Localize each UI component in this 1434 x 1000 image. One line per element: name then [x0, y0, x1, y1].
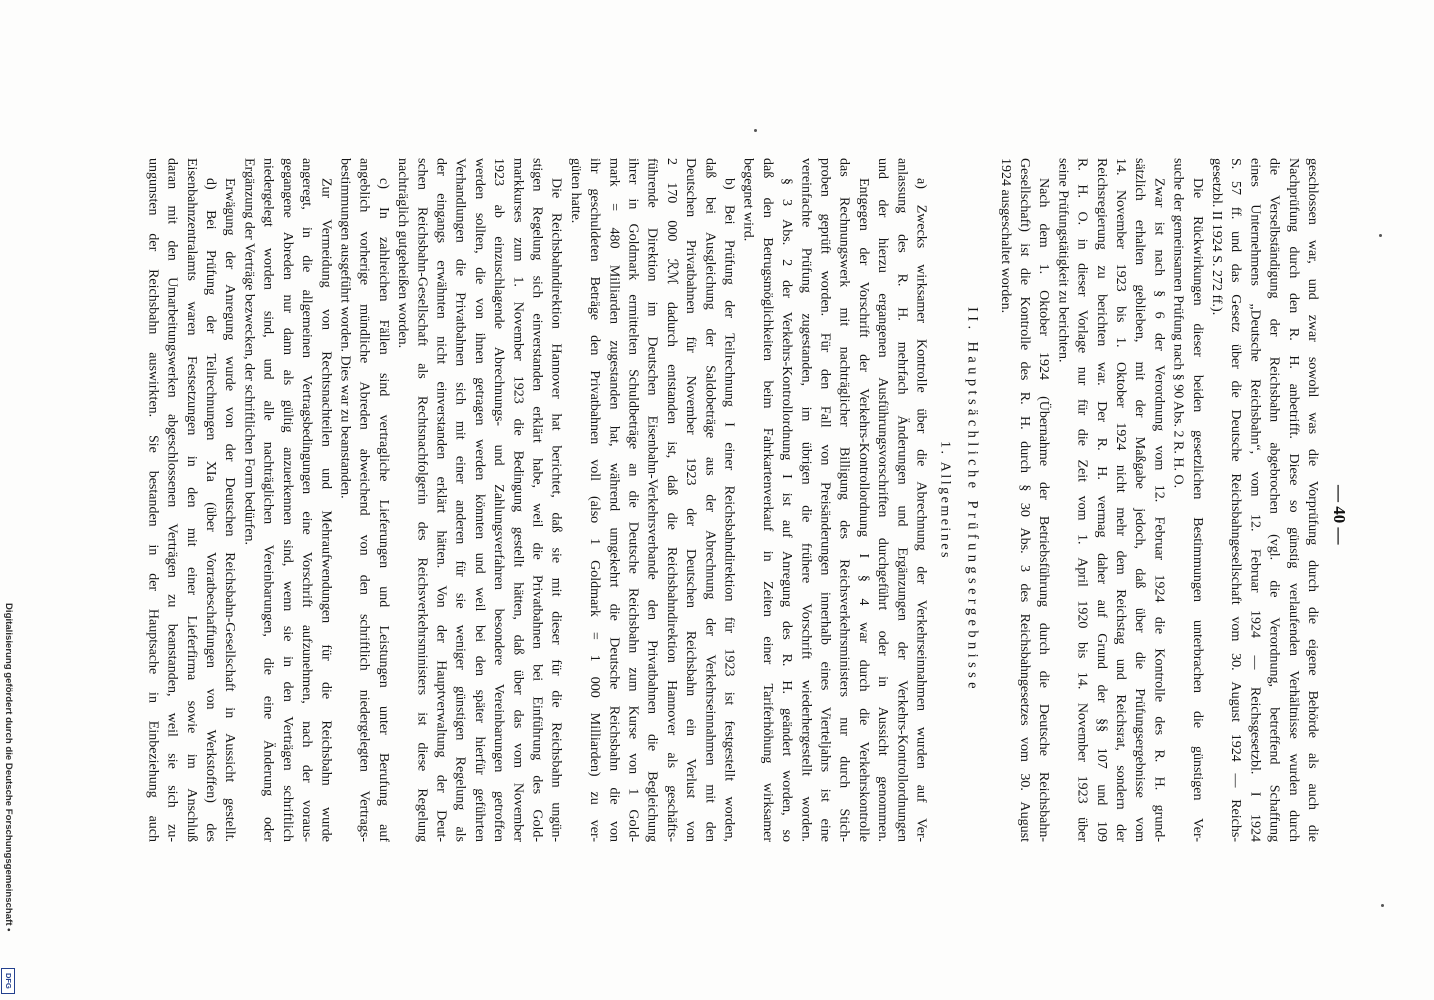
text-line: Die Reichsbahndirektion Hannover hat berichtet, daß sie mit dieser für die Reichsbahn ungün-	[548, 178, 564, 842]
text-line: proben geprüft worden. Für den Fall von Preisänderungen innerhalb eines Vierteljahrs ist eine	[817, 158, 833, 842]
text-line: und der hierzu ergangenen Ausführungsvorschriften durchgeführt oder in Aussicht genommen.	[875, 158, 891, 842]
text-line: a) Zwecks wirksamer Kontrolle über die Abrechnung der Verkehrseinnahmen wurden auf Ver-	[913, 178, 929, 842]
paragraph	[239, 158, 335, 842]
text-line: Zur Vermeidung von Rechtsnachteilen und Mehraufwendungen für die Reichsbahn wurde	[318, 178, 334, 842]
text-line: schen Reichsbahn-Gesellschaft als Rechtsnachfolgerin des Reichsverkehrsministers ist diese Regelung	[414, 158, 430, 842]
text-line: R. H. O. in dieser Vorlage nur für die Zeit vom 1. April 1920 bis 14. November 1923 über	[1074, 158, 1090, 842]
text-line: b) Bei Prüfung der Teilrechnung I einer Reichsbahndirektion für 1923 ist festgestellt worden,	[721, 178, 737, 842]
text-line: 14. November 1923 bis 1. Oktober 1924 nicht mehr dem Reichstag und Reichsrat, sondern der	[1112, 158, 1128, 842]
text-line: nachträglich gutgeheißen worden.	[395, 158, 411, 349]
page-number: — 40 —	[1330, 485, 1349, 545]
scan-speck	[754, 129, 757, 132]
dfg-logo: DFG	[1, 968, 15, 994]
text-line: eines Unternehmens „Deutsche Reichsbahn“, vom 12. Februar 1924 — Reichsgesetzbl. I 1924	[1247, 158, 1263, 842]
text-line: geschlossen war, und zwar sowohl was die Vorprüfung durch die eigene Behörde als auch die	[1305, 158, 1320, 842]
paragraph	[1168, 158, 1206, 842]
page-text	[120, 158, 1322, 842]
text-line: niedergelegt worden sind, und alle nachträglichen Vereinbarungen, die eine Änderung oder	[260, 158, 276, 842]
scan-speck	[1379, 234, 1382, 237]
text-line: Nach dem 1. Oktober 1924 (Übernahme der Betriebsführung durch die Deutsche Reichsbahn-	[1036, 178, 1052, 842]
text-line: c) In zahlreichen Fällen sind vertragliche Lieferungen und Leistungen unter Berufung auf	[375, 178, 391, 842]
scan-speck	[1381, 904, 1384, 907]
text-line: 1924 ausgeschaltet worden.	[997, 158, 1013, 314]
paragraph	[1053, 158, 1168, 842]
text-line: anlassung des R. H. mehrfach Änderungen und Ergänzungen der Verkehrs-Kontrollordnungen	[894, 158, 910, 842]
text-line: mark = 480 Milliarden zugestanden hat, während umgekehrt die Deutsche Reichsbahn die von	[606, 158, 622, 842]
paragraph	[796, 158, 873, 842]
text-line: Ergänzung der Verträge bezwecken, der schriftlichen Form bedürfen.	[241, 158, 257, 546]
text-line: seine Prüfungstätigkeit zu berichten.	[1055, 158, 1071, 363]
subsection-heading: 1. Allgemeines	[937, 440, 953, 560]
section-heading: II. Hauptsächliche Prüfungsergebnisse	[964, 306, 981, 693]
text-line: Deutschen Privatbahnen für November 1923 der Deutschen Reichsbahn ein Verlust von	[683, 158, 699, 842]
text-line: ihrer in Goldmark ermittelten Schuldbeträge an die Deutsche Reichsbahn zum Kurse von 1 Gold-	[625, 158, 641, 842]
paragraph	[1207, 158, 1322, 842]
text-line: angeblich vorherige mündliche Abreden abweichend von den schriftlich niedergelegten Vertrags-	[356, 158, 372, 842]
text-line: vereinfachte Prüfung zugestanden, im übrigen die frühere Vorschrift wiederhergestellt worden.	[798, 158, 814, 842]
paragraph	[335, 158, 393, 842]
text-line: stigen Regelung sich einverstanden erklärt habe, weil die Privatbahnen bei Einführung des Gold-	[529, 158, 545, 842]
text-line: suche der gemeinsamen Prüfung nach § 90 Abs. 2 R. H. O.	[1170, 158, 1186, 489]
text-line: begegnet wird.	[740, 158, 756, 242]
text-line: das Rechnungswerk mit nachträglicher Billigung des Reichsverkehrsministers nur durch Stich-	[836, 158, 852, 842]
text-line: Verhandlungen die Privatbahnen sich mit einer anderen für sie weniger günstigen Regelung als	[452, 158, 468, 842]
text-line: § 3 Abs. 2 der Verkehrs-Kontrollordnung I ist auf Anregung des R. H. geändert worden, so	[779, 178, 795, 842]
text-line: S. 57 ff. und das Gesetz über die Deutsche Reichsbahngesellschaft vom 30. August 1924 — Reichs-	[1228, 158, 1244, 842]
text-line: gegangene Abreden nur dann als gültig anzuerkennen sind, wenn sie in den Verträgen schriftlich	[279, 158, 295, 842]
text-line: Entgegen der Vorschrift der Verkehrs-Kontrollordnung I § 4 war durch die Verkehrskontrolle	[855, 178, 871, 842]
text-line: die Verselbständigung der Reichsbahn abgebrochen (vgl. die Verordnung, betreffend Schaffung	[1266, 158, 1282, 842]
paragraph	[873, 158, 931, 842]
text-line: Die Rückwirkungen dieser beiden gesetzlichen Bestimmungen unterbrachen die günstigen Ver-	[1189, 178, 1205, 842]
paragraph	[566, 158, 739, 842]
paragraph	[739, 158, 797, 842]
text-line: Gesellschaft) ist die Kontrolle des R. H. durch § 30 Abs. 3 des Reichsbahngesetzes vom 30. August	[1016, 158, 1032, 842]
paragraph	[220, 158, 239, 842]
text-line: führende Direktion im Deutschen Eisenbahn-Verkehrsverbande den Privatbahnen die Begleichung	[644, 158, 660, 842]
paragraph	[143, 158, 220, 842]
text-line: güten hatte.	[567, 158, 583, 224]
text-line: angeregt, in die allgemeinen Vertragsbedingungen eine Vorschrift aufzunehmen, nach der voraus-	[299, 158, 315, 842]
text-line: daran mit den Umarbeitungswerken abgeschlossenen Verträgen zu beanstanden, weil sie sich zu-	[164, 158, 180, 842]
text-line: sätzlich erhalten geblieben, mit der Maßgabe jedoch, daß über die Prüfungsergebnisse vom	[1132, 158, 1148, 842]
text-line: markkurses zum 1. November 1923 die Bedingung gestellt hätten, daß über das vom November	[510, 158, 526, 842]
text-line: ihr geschuldeten Beträge den Privatbahnen voll (also 1 Goldmark = 1 000 Milliarden) zu ver-	[587, 158, 603, 842]
text-line: Erwägung der Anregung wurde von der Deutschen Reichsbahn-Gesellschaft in Aussicht gestellt.	[222, 178, 238, 842]
text-line: 2 170 000 ℛℳ dadurch entstanden ist, daß die Reichsbahndirektion Hannover als geschäfts-	[663, 158, 679, 842]
text-line: Zwar ist nach § 6 der Verordnung vom 12. Februar 1924 die Kontrolle des R. H. grund-	[1151, 178, 1167, 842]
text-line: ungunsten der Reichsbahn auswirkten. Sie bestanden in der Hauptsache in Einbeziehung auch	[145, 158, 161, 842]
text-line: bestimmungen ausgeführt worden. Dies war zu beanstanden.	[337, 158, 353, 499]
text-line: Eisenbahnzentralamts waren Festsetzungen in den mit einer Lieferfirma sowie im Anschluß	[183, 158, 199, 842]
paragraph	[393, 158, 566, 842]
text-line: 1923 ab einzuschlagende Abrechnungs- und Zahlungsverfahren besondere Vereinbarungen getroffen	[491, 158, 507, 842]
text-line: gesetzbl. II 1924 S. 272 ff.).	[1208, 158, 1224, 316]
text-line: Reichsregierung zu berichten war. Der R. H. vermag daher auf Grund der §§ 107 und 109	[1093, 158, 1109, 842]
text-line: der eingangs erwähnten nicht einverstanden erklärt hätten. Von der Hauptverwaltung der Deut-	[433, 158, 449, 842]
text-line: Nachprüfung durch den R. H. anbetrifft. Diese so günstig verlaufenden Verhältnisse wurden durch	[1285, 158, 1301, 842]
digitization-credit: Digitalisierung gefördert durch die Deutsche Forschungsgemeinschaft •	[3, 603, 14, 932]
text-line: daß den Betrugsmöglichkeiten beim Fahrkartenverkauf in Zeiten einer Tariferhöhung wirksamer	[759, 158, 775, 842]
text-line: werden sollten, die von ihnen getragen werden könnten und weil bei den später hierfür geführten	[471, 158, 487, 842]
text-line: daß bei Ausgleichung der Saldobeträge aus der Abrechnung der Verkehrseinnahmen mit den	[702, 158, 718, 842]
text-line: d) Bei Prüfung der Teilrechnungen XIa (über Vorratbeschaffungen von Werkstoffen) des	[203, 178, 219, 842]
paragraph	[996, 158, 1054, 842]
